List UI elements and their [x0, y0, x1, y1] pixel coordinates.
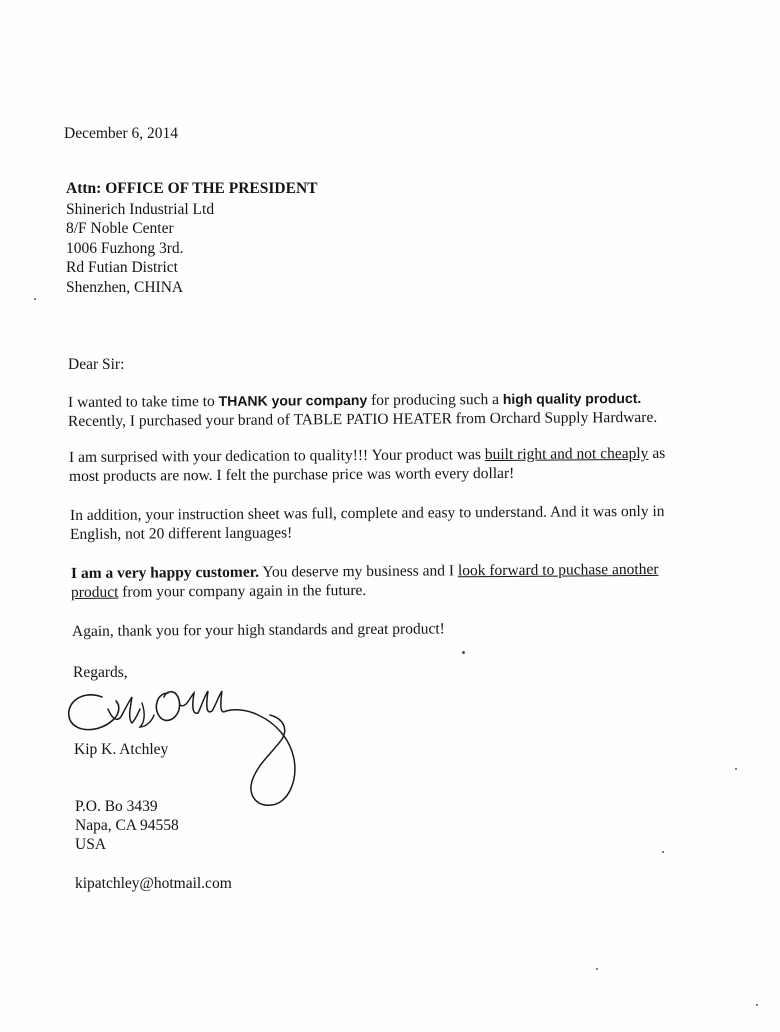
recipient-line-4: Rd Futian District — [66, 259, 178, 276]
attn-value: OFFICE OF THE PRESIDENT — [105, 180, 318, 197]
scan-speck — [596, 968, 598, 970]
scan-speck — [34, 298, 36, 300]
scan-speck — [662, 851, 664, 853]
salutation: Dear Sir: — [68, 356, 125, 373]
paragraph-2-line-2: most products are now. I felt the purchase price was worth every dollar! — [68, 464, 515, 485]
p2-text-a: I am surprised with your dedication to quality!!! Your product was — [68, 446, 485, 466]
recipient-line-2: 8/F Noble Center — [66, 220, 174, 237]
p2-underlined: built right and not cheaply — [484, 444, 649, 464]
paragraph-4-line-2 — [71, 581, 366, 602]
sender-name: Kip K. Atchley — [74, 741, 169, 758]
p1-text-c: for producing such a — [367, 390, 503, 409]
p1-quality-emphasis: high quality product. — [502, 389, 642, 407]
p1-text-a: I wanted to take time to — [67, 392, 219, 411]
closing: Regards, — [73, 664, 128, 681]
p4-text-b: You deserve my business and I — [258, 562, 458, 581]
paragraph-3-line-2: English, not 20 different languages! — [69, 524, 293, 543]
scan-speck — [735, 768, 737, 770]
p4-happy-customer: I am a very happy customer. — [70, 563, 260, 582]
paragraph-3-line-1: In addition, your instruction sheet was full, complete and easy to understand. And it was only in — [69, 502, 665, 524]
paragraph-2-line-1 — [69, 444, 665, 467]
paragraph-5: Again, thank you for your high standards and great product! — [71, 620, 445, 640]
letter-date: December 6, 2014 — [64, 125, 179, 142]
paragraph-4-line-1 — [71, 560, 659, 583]
sender-address-3: USA — [75, 836, 107, 853]
p4-product-underlined: product — [70, 583, 119, 601]
recipient-line-3: 1006 Fuzhong 3rd. — [66, 240, 184, 257]
sender-address-2: Napa, CA 94558 — [75, 817, 179, 834]
p2-text-c: as — [648, 444, 666, 462]
p4-underlined: look forward to puchase another — [457, 560, 659, 580]
paragraph-1-line-2: Recently, I purchased your brand of TABLE PATIO HEATER from Orchard Supply Hardware. — [67, 408, 658, 430]
recipient-line-1: Shinerich Industrial Ltd — [66, 201, 215, 218]
attn-line — [66, 179, 318, 198]
sender-address-1: P.O. Bo 3439 — [75, 798, 158, 815]
p1-thank-emphasis: THANK your company — [218, 391, 368, 409]
p4-text-e: from your company again in the future. — [118, 581, 367, 601]
attn-label: Attn: — [66, 180, 102, 197]
scan-speck — [462, 651, 465, 654]
scan-speck — [756, 1004, 758, 1006]
recipient-line-5: Shenzhen, CHINA — [66, 279, 184, 296]
sender-email: kipatchley@hotmail.com — [75, 875, 232, 892]
